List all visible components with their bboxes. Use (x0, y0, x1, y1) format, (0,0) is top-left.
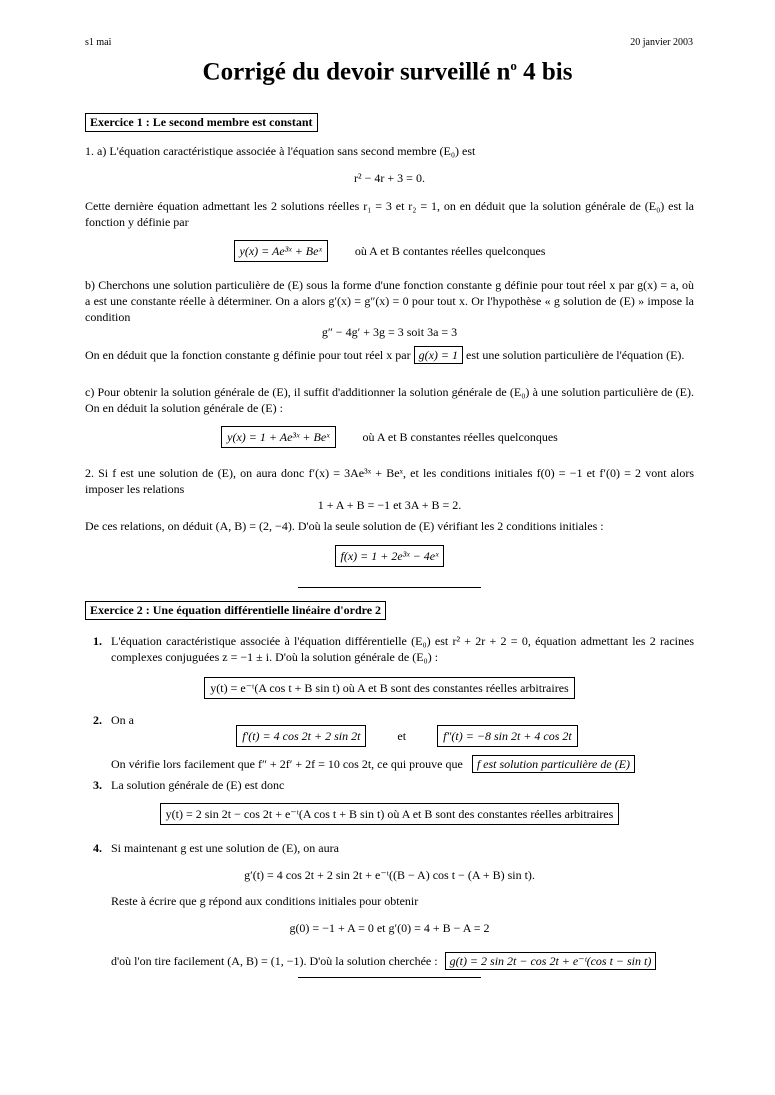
divider-2 (298, 977, 481, 978)
ex1-line-2: Cette dernière équation admettant les 2 solutions réelles r₁ = 3 et r₂ = 1, on en déduit que la solution générale de (E₀) est la fonction y définie par (85, 199, 694, 229)
ex1-line-1: 1. a) L'équation caractéristique associée à l'équation sans second membre (E₀) est (85, 144, 476, 158)
ex1-box-2: g(x) = 1 (414, 346, 463, 364)
ex1-line-6: 2. Si f est une solution de (E), on aura donc f′(x) = 3Ae³ˣ + Beˣ, et les conditions initiales f(0) = −1 et f′(0) = 2 vont alors imposer les relations (85, 466, 694, 496)
page-title: Corrigé du devoir surveillé $n^o$ 4 bis (202, 58, 573, 86)
ex2-box-2c: f est solution particulière de (E) (472, 755, 635, 773)
header-date: 20 janvier 2003 (630, 37, 693, 48)
exercise-2-heading: Exercice 2 : Une équation différentielle linéaire d'ordre 2 (85, 601, 386, 620)
header-left: s1 mai (85, 37, 112, 48)
exercise-1-heading: Exercice 1 : Le second membre est constant (85, 113, 318, 132)
ex2-item-1: 1. L'équation caractéristique associée à l'équation différentielle (E₀) est r² + 2r + 2 = 0, équation admettant les 2 racines complexes conjuguées z = −1 ± i. D'où la solution générale de (E₀) : (93, 634, 694, 664)
ex2-box-2b: f″(t) = −8 sin 2t + 4 cos 2t (437, 725, 578, 747)
ex2-item-3: 3. La solution générale de (E) est donc (93, 778, 285, 792)
ex1-line-7: De ces relations, on déduit (A, B) = (2, −4). D'où la seule solution de (E) vérifiant les 2 conditions initiales : (85, 519, 604, 533)
ex1-result-1: y(x) = Ae³ˣ + Beˣ où A et B contantes réelles quelconques (85, 240, 694, 262)
ex2-box-1: y(t) = e⁻ᵗ(A cos t + B sin t) où A et B sont des constantes réelles arbitraires (204, 677, 574, 699)
divider-1 (298, 587, 481, 588)
ex1-equation-3: 1 + A + B = −1 et 3A + B = 2. (317, 498, 462, 512)
ex1-box-4: f(x) = 1 + 2e³ˣ − 4eˣ (335, 545, 445, 567)
ex2-box-3: y(t) = 2 sin 2t − cos 2t + e⁻ᵗ(A cos t + B sin t) où A et B sont des constantes réelles arbitraires (160, 803, 620, 825)
ex2-item-2: 2. On a (93, 713, 134, 727)
ex2-box-5: g(t) = 2 sin 2t − cos 2t + e⁻ᵗ(cos t − sin t) (445, 952, 657, 970)
ex1-line-3: b) Cherchons une solution particulière de (E) sous la forme d'une fonction constante g définie pour tout réel x par g(x) = a, où a est une constante réelle à déterminer. On a alors g′(x) = g″(x) = 0 pour tout x. Or l'hypothèse « g solution de (E) » impose la condition (85, 278, 694, 324)
ex2-result-3 (85, 803, 694, 825)
ex2-result-1 (85, 677, 694, 699)
ex1-box-3: y(x) = 1 + Ae³ˣ + Beˣ (221, 426, 335, 448)
ex1-line-4: On en déduit que la fonction constante g définie pour tout réel x par g(x) = 1 est une solution particulière de l'équation (E). (85, 348, 685, 362)
ex2-line-5: d'où l'on tire facilement (A, B) = (1, −1). D'où la solution cherchée : g(t) = 2 sin 2t − cos 2t + e⁻ᵗ(cos t − sin t) (111, 952, 694, 970)
ex2-item-4: 4. Si maintenant g est une solution de (E), on aura (93, 841, 339, 855)
ex2-derivatives: f′(t) = 4 cos 2t + 2 sin 2t et f″(t) = −8 sin 2t + 4 cos 2t (120, 725, 694, 747)
ex2-box-2a: f′(t) = 4 cos 2t + 2 sin 2t (236, 725, 366, 747)
ex1-equation-1: r² − 4r + 3 = 0. (354, 171, 425, 185)
ex2-line-2: On vérifie lors facilement que f″ + 2f′ + 2f = 10 cos 2t, ce qui prouve que f est solution particulière de (E) (111, 755, 694, 773)
ex1-result-3: y(x) = 1 + Ae³ˣ + Beˣ où A et B constantes réelles quelconques (85, 426, 694, 448)
ex1-equation-2: g″ − 4g′ + 3g = 3 soit 3a = 3 (321, 325, 458, 339)
ex1-result-4 (85, 545, 694, 567)
ex2-equation-5: g(0) = −1 + A = 0 et g′(0) = 4 + B − A = 2 (289, 921, 490, 935)
ex1-line-5: c) Pour obtenir la solution générale de (E), il suffit d'additionner la solution générale de (E₀) à une solution particulière de (E). On en déduit la solution générale de (E) : (85, 385, 694, 415)
ex2-line-4: Reste à écrire que g répond aux conditions initiales pour obtenir (111, 894, 419, 908)
ex1-box-1: y(x) = Ae³ˣ + Beˣ (234, 240, 328, 262)
ex2-equation-4: g′(t) = 4 cos 2t + 2 sin 2t + e⁻ᵗ((B − A) cos t − (A + B) sin t). (244, 868, 535, 882)
